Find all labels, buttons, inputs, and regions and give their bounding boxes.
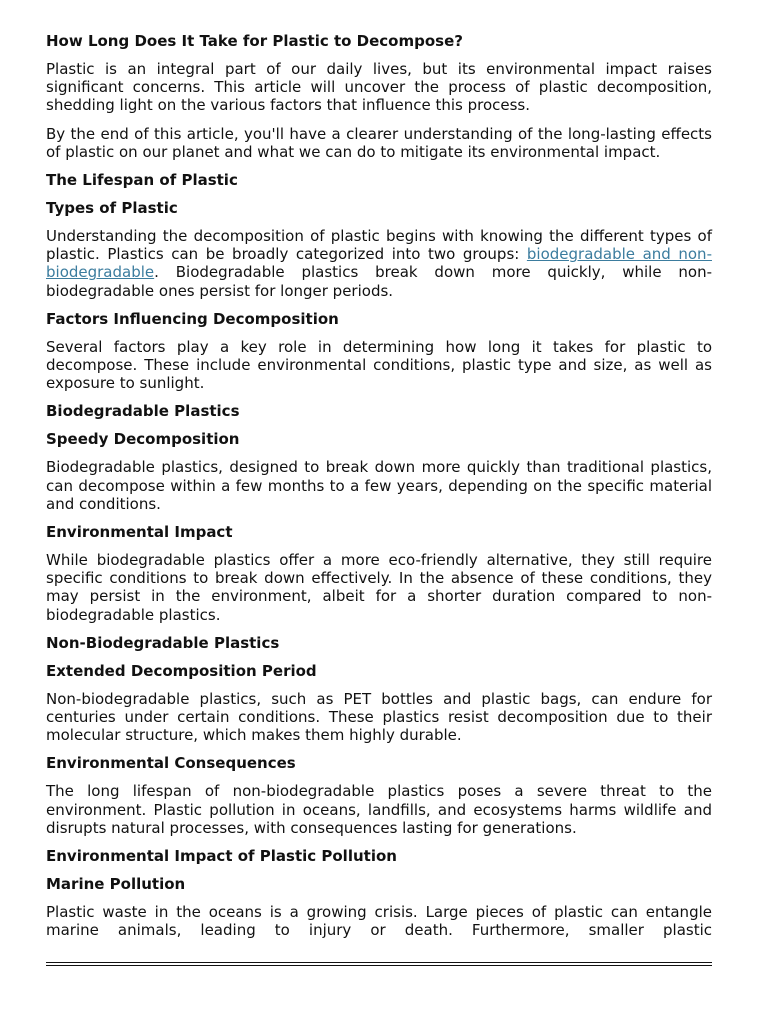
intro-paragraph-1: Plastic is an integral part of our daily lives, but its environmental impact raises significant concerns. This article will uncover the process of plastic decomposition, shedding light on the various factors that influence this process.: [46, 60, 712, 115]
marine-paragraph: [46, 903, 712, 939]
heading-speedy: Speedy Decomposition: [46, 430, 240, 449]
intro-paragraph-2: By the end of this article, you'll have a clearer understanding of the long-lasting effects of plastic on our planet and what we can do to mitigate its environmental impact.: [46, 124, 712, 161]
extended-paragraph: Non-biodegradable plastics, such as PET bottles and plastic bags, can endure for centuries under certain conditions. These plastics resist decomposition due to their molecular structure, which makes them highly durable.: [46, 689, 712, 745]
heading-plastic-pollution: Environmental Impact of Plastic Pollution: [46, 847, 397, 866]
heading-biodegradable: Biodegradable Plastics: [46, 402, 240, 421]
heading-marine-pollution: Marine Pollution: [46, 875, 186, 894]
heading-extended: Extended Decomposition Period: [46, 661, 317, 680]
types-paragraph: [46, 227, 712, 300]
heading-types-of-plastic: Types of Plastic: [46, 199, 178, 218]
types-text-before: Understanding the decomposition of plastic begins with knowing the different types of plastic. Plastics can be broadly categorized into two groups:: [46, 227, 712, 264]
marine-line-1: Plastic waste in the oceans is a growing crisis. Large pieces of plastic can entangle: [46, 903, 712, 922]
heading-non-biodegradable: Non-Biodegradable Plastics: [46, 633, 280, 652]
marine-line-2: marine animals, leading to injury or death. Furthermore, smaller plastic: [46, 921, 712, 940]
heading-lifespan: The Lifespan of Plastic: [46, 171, 238, 190]
speedy-paragraph: Biodegradable plastics, designed to break down more quickly than traditional plastics, can decompose within a few months to a few years, depending on the specific material and conditions.: [46, 458, 712, 513]
biodegradable-link[interactable]: biodegradable and non-biodegradable: [46, 245, 712, 282]
page-cutoff-rule: [46, 965, 712, 966]
environmental-impact-paragraph: While biodegradable plastics offer a more eco-friendly alternative, they still require specific conditions to break down effectively. In the absence of these conditions, they may persist in the environment, albeit for a shorter duration compared to non-biodegradable plastics.: [46, 551, 712, 624]
article-title: How Long Does It Take for Plastic to Decompose?: [46, 32, 463, 50]
article-body: [46, 32, 712, 949]
heading-consequences: Environmental Consequences: [46, 754, 296, 773]
page-cutoff-rule: [46, 962, 712, 963]
consequences-paragraph: The long lifespan of non-biodegradable plastics poses a severe threat to the environment. Plastic pollution in oceans, landfills, and ecosystems harms wildlife and disrupts natural processes, with consequences lasting for generations.: [46, 782, 712, 837]
factors-paragraph: Several factors play a key role in determining how long it takes for plastic to decompose. These include environmental conditions, plastic type and size, as well as exposure to sunlight.: [46, 337, 712, 393]
types-text-after: . Biodegradable plastics break down more quickly, while non-biodegradable ones persist for longer periods.: [46, 263, 712, 300]
heading-environmental-impact: Environmental Impact: [46, 523, 233, 542]
heading-factors: Factors Influencing Decomposition: [46, 309, 339, 328]
